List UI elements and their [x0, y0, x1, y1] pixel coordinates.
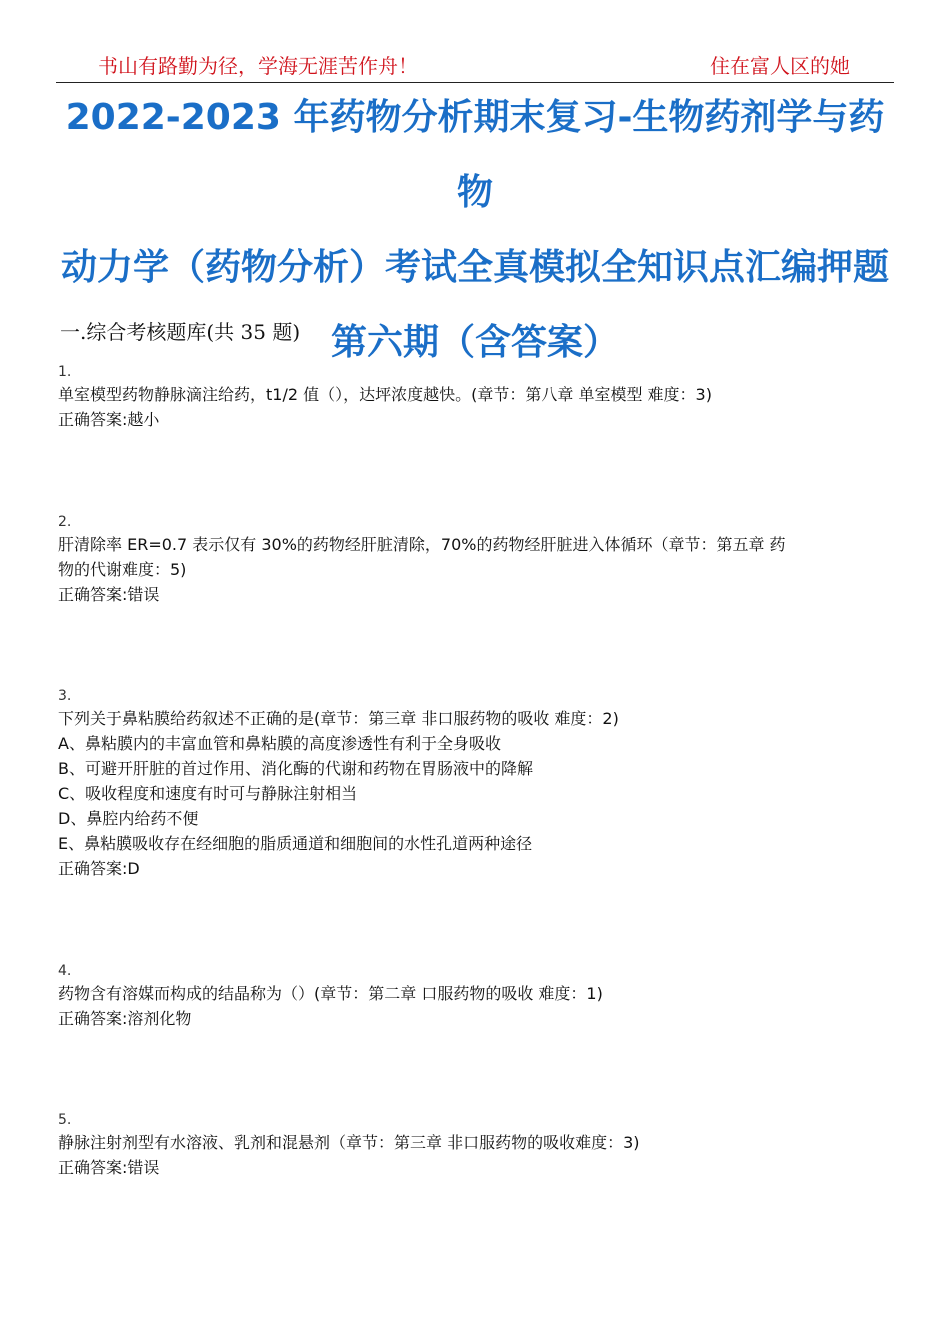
- question-3: [58, 686, 898, 881]
- option-b: B、可避开肝脏的首过作用、消化酶的代谢和药物在胃肠液中的降解: [58, 759, 533, 778]
- title-line-1: 2022-2023 年药物分析期末复习-生物药剂学与药物: [65, 97, 885, 213]
- question-number: 2.: [58, 514, 72, 530]
- option-c: C、吸收程度和速度有时可与静脉注射相当: [58, 784, 358, 803]
- question-answer: 正确答案:D: [58, 859, 140, 878]
- question-text: 下列关于鼻粘膜给药叙述不正确的是(章节：第三章 非口服药物的吸收 难度：2): [58, 709, 619, 728]
- question-4: [58, 961, 898, 1031]
- question-text: 肝清除率 ER=0.7 表示仅有 30%的药物经肝脏清除，70%的药物经肝脏进入体循环（章节：第五章 药: [58, 535, 786, 554]
- question-number: 3.: [58, 688, 72, 704]
- question-2: [58, 512, 898, 607]
- question-answer: 正确答案:越小: [58, 410, 160, 429]
- question-number: 1.: [58, 364, 72, 380]
- question-answer: 正确答案:错误: [58, 585, 160, 604]
- page-header: [0, 0, 950, 90]
- question-answer: 正确答案:错误: [58, 1158, 160, 1177]
- question-text: 静脉注射剂型有水溶液、乳剂和混悬剂（章节：第三章 非口服药物的吸收难度：3): [58, 1133, 640, 1152]
- question-text: 药物含有溶媒而构成的结晶称为（）(章节：第二章 口服药物的吸收 难度：1): [58, 984, 603, 1003]
- title-line-3: 第六期（含答案）: [330, 322, 619, 363]
- question-number: 4.: [58, 963, 72, 979]
- title-line-2: 动力学（药物分析）考试全真模拟全知识点汇编押题: [60, 247, 889, 288]
- question-5: [58, 1110, 898, 1180]
- question-answer: 正确答案:溶剂化物: [58, 1009, 192, 1028]
- option-d: D、鼻腔内给药不便: [58, 809, 199, 828]
- question-number: 5.: [58, 1112, 72, 1128]
- question-text: 单室模型药物静脉滴注给药，t1/2 值（），达坪浓度越快。(章节：第八章 单室模型 难度：3): [58, 385, 712, 404]
- section-heading: 一.综合考核题库(共 35 题): [60, 320, 301, 344]
- header-motto-left: 书山有路勤为径，学海无涯苦作舟！: [98, 54, 418, 78]
- question-1: [58, 362, 898, 432]
- option-a: A、鼻粘膜内的丰富血管和鼻粘膜的高度渗透性有利于全身吸收: [58, 734, 501, 753]
- question-text-continued: 物的代谢难度：5): [58, 560, 187, 579]
- option-e: E、鼻粘膜吸收存在经细胞的脂质通道和细胞间的水性孔道两种途径: [58, 834, 533, 853]
- header-motto-right: 住在富人区的她: [710, 54, 850, 78]
